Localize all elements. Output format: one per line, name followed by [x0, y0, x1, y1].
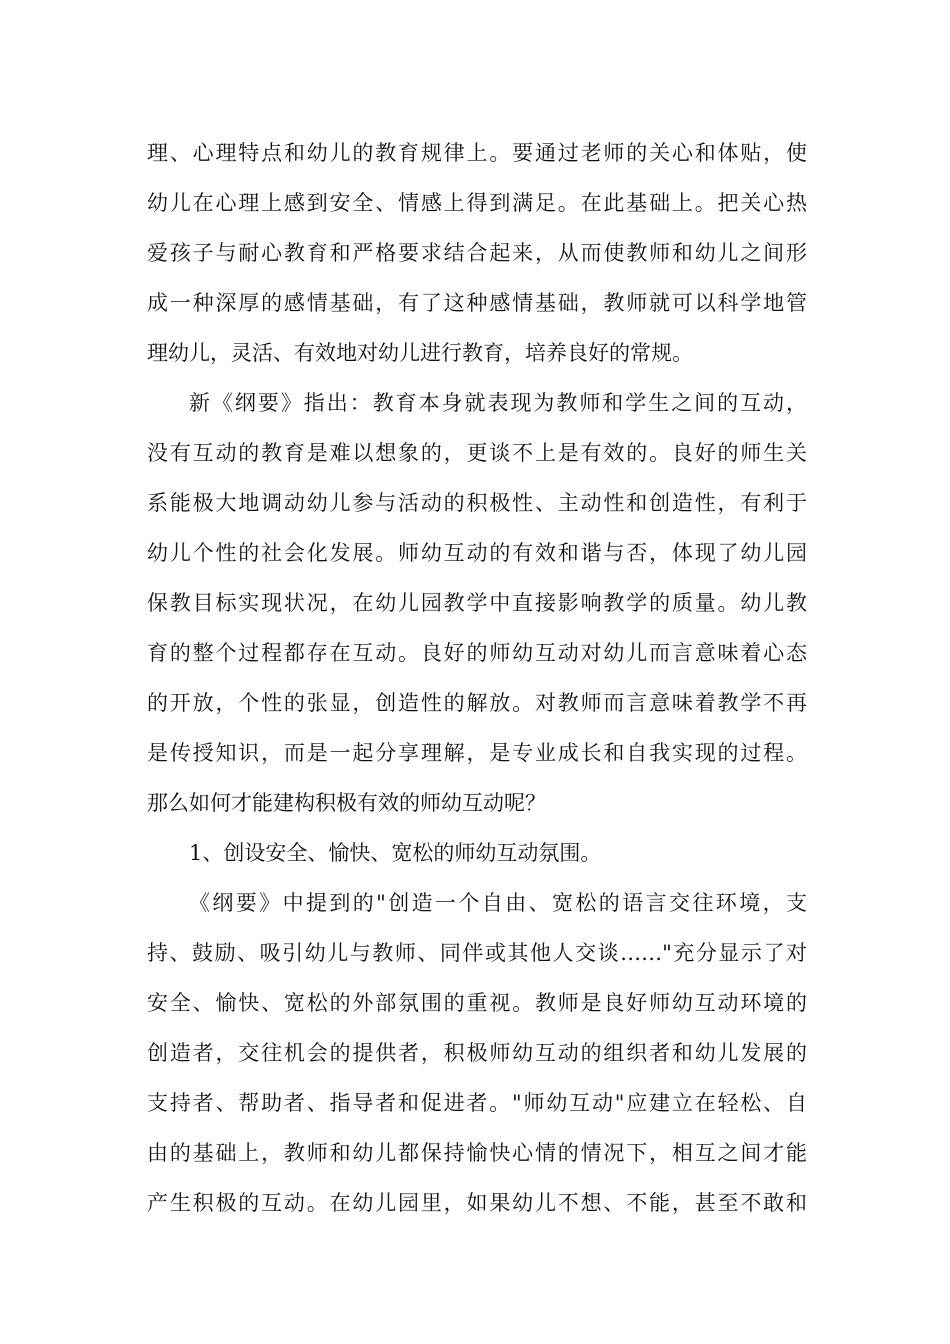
text-line: 那么如何才能建构积极有效的师幼互动呢？ [147, 791, 546, 815]
body-text [147, 128, 807, 1228]
text-line: 持、鼓励、吸引幼儿与教师、同伴或其他人交谈……"充分显示了对 [147, 941, 807, 965]
text-line: 安全、愉快、宽松的外部氛围的重视。教师是良好师幼互动环境的 [147, 991, 807, 1015]
text-line: 保教目标实现状况，在幼儿园教学中直接影响教学的质量。幼儿教 [147, 591, 807, 615]
text-line: 理幼儿，灵活、有效地对幼儿进行教育，培养良好的常规。 [147, 341, 693, 365]
text-line: 系能极大地调动幼儿参与活动的积极性、主动性和创造性，有利于 [147, 491, 807, 515]
text-line: 产生积极的互动。在幼儿园里，如果幼儿不想、不能，甚至不敢和 [147, 1191, 807, 1215]
text-line: 支持者、帮助者、指导者和促进者。"师幼互动"应建立在轻松、自 [147, 1091, 807, 1115]
text-line: 新《纲要》指出：教育本身就表现为教师和学生之间的互动， [189, 391, 807, 415]
text-line: 的开放，个性的张显，创造性的解放。对教师而言意味着教学不再 [147, 691, 807, 715]
text-line: 幼儿个性的社会化发展。师幼互动的有效和谐与否，体现了幼儿园 [147, 541, 807, 565]
text-line: 成一种深厚的感情基础，有了这种感情基础，教师就可以科学地管 [147, 291, 807, 315]
text-line: 创造者，交往机会的提供者，积极师幼互动的组织者和幼儿发展的 [147, 1041, 807, 1065]
text-line: 爱孩子与耐心教育和严格要求结合起来，从而使教师和幼儿之间形 [147, 241, 807, 265]
text-line: 理、心理特点和幼儿的教育规律上。要通过老师的关心和体贴，使 [147, 141, 807, 165]
text-line: 幼儿在心理上感到安全、情感上得到满足。在此基础上。把关心热 [147, 191, 807, 215]
text-line: 育的整个过程都存在互动。良好的师幼互动对幼儿而言意味着心态 [147, 641, 807, 665]
text-line: 是传授知识，而是一起分享理解，是专业成长和自我实现的过程。 [147, 741, 807, 765]
text-line: 《纲要》中提到的"创造一个自由、宽松的语言交往环境，支 [189, 891, 807, 915]
text-line: 由的基础上，教师和幼儿都保持愉快心情的情况下，相互之间才能 [147, 1141, 807, 1165]
section-heading: 1、创设安全、愉快、宽松的师幼互动氛围。 [189, 841, 602, 865]
text-line: 没有互动的教育是难以想象的，更谈不上是有效的。良好的师生关 [147, 441, 807, 465]
